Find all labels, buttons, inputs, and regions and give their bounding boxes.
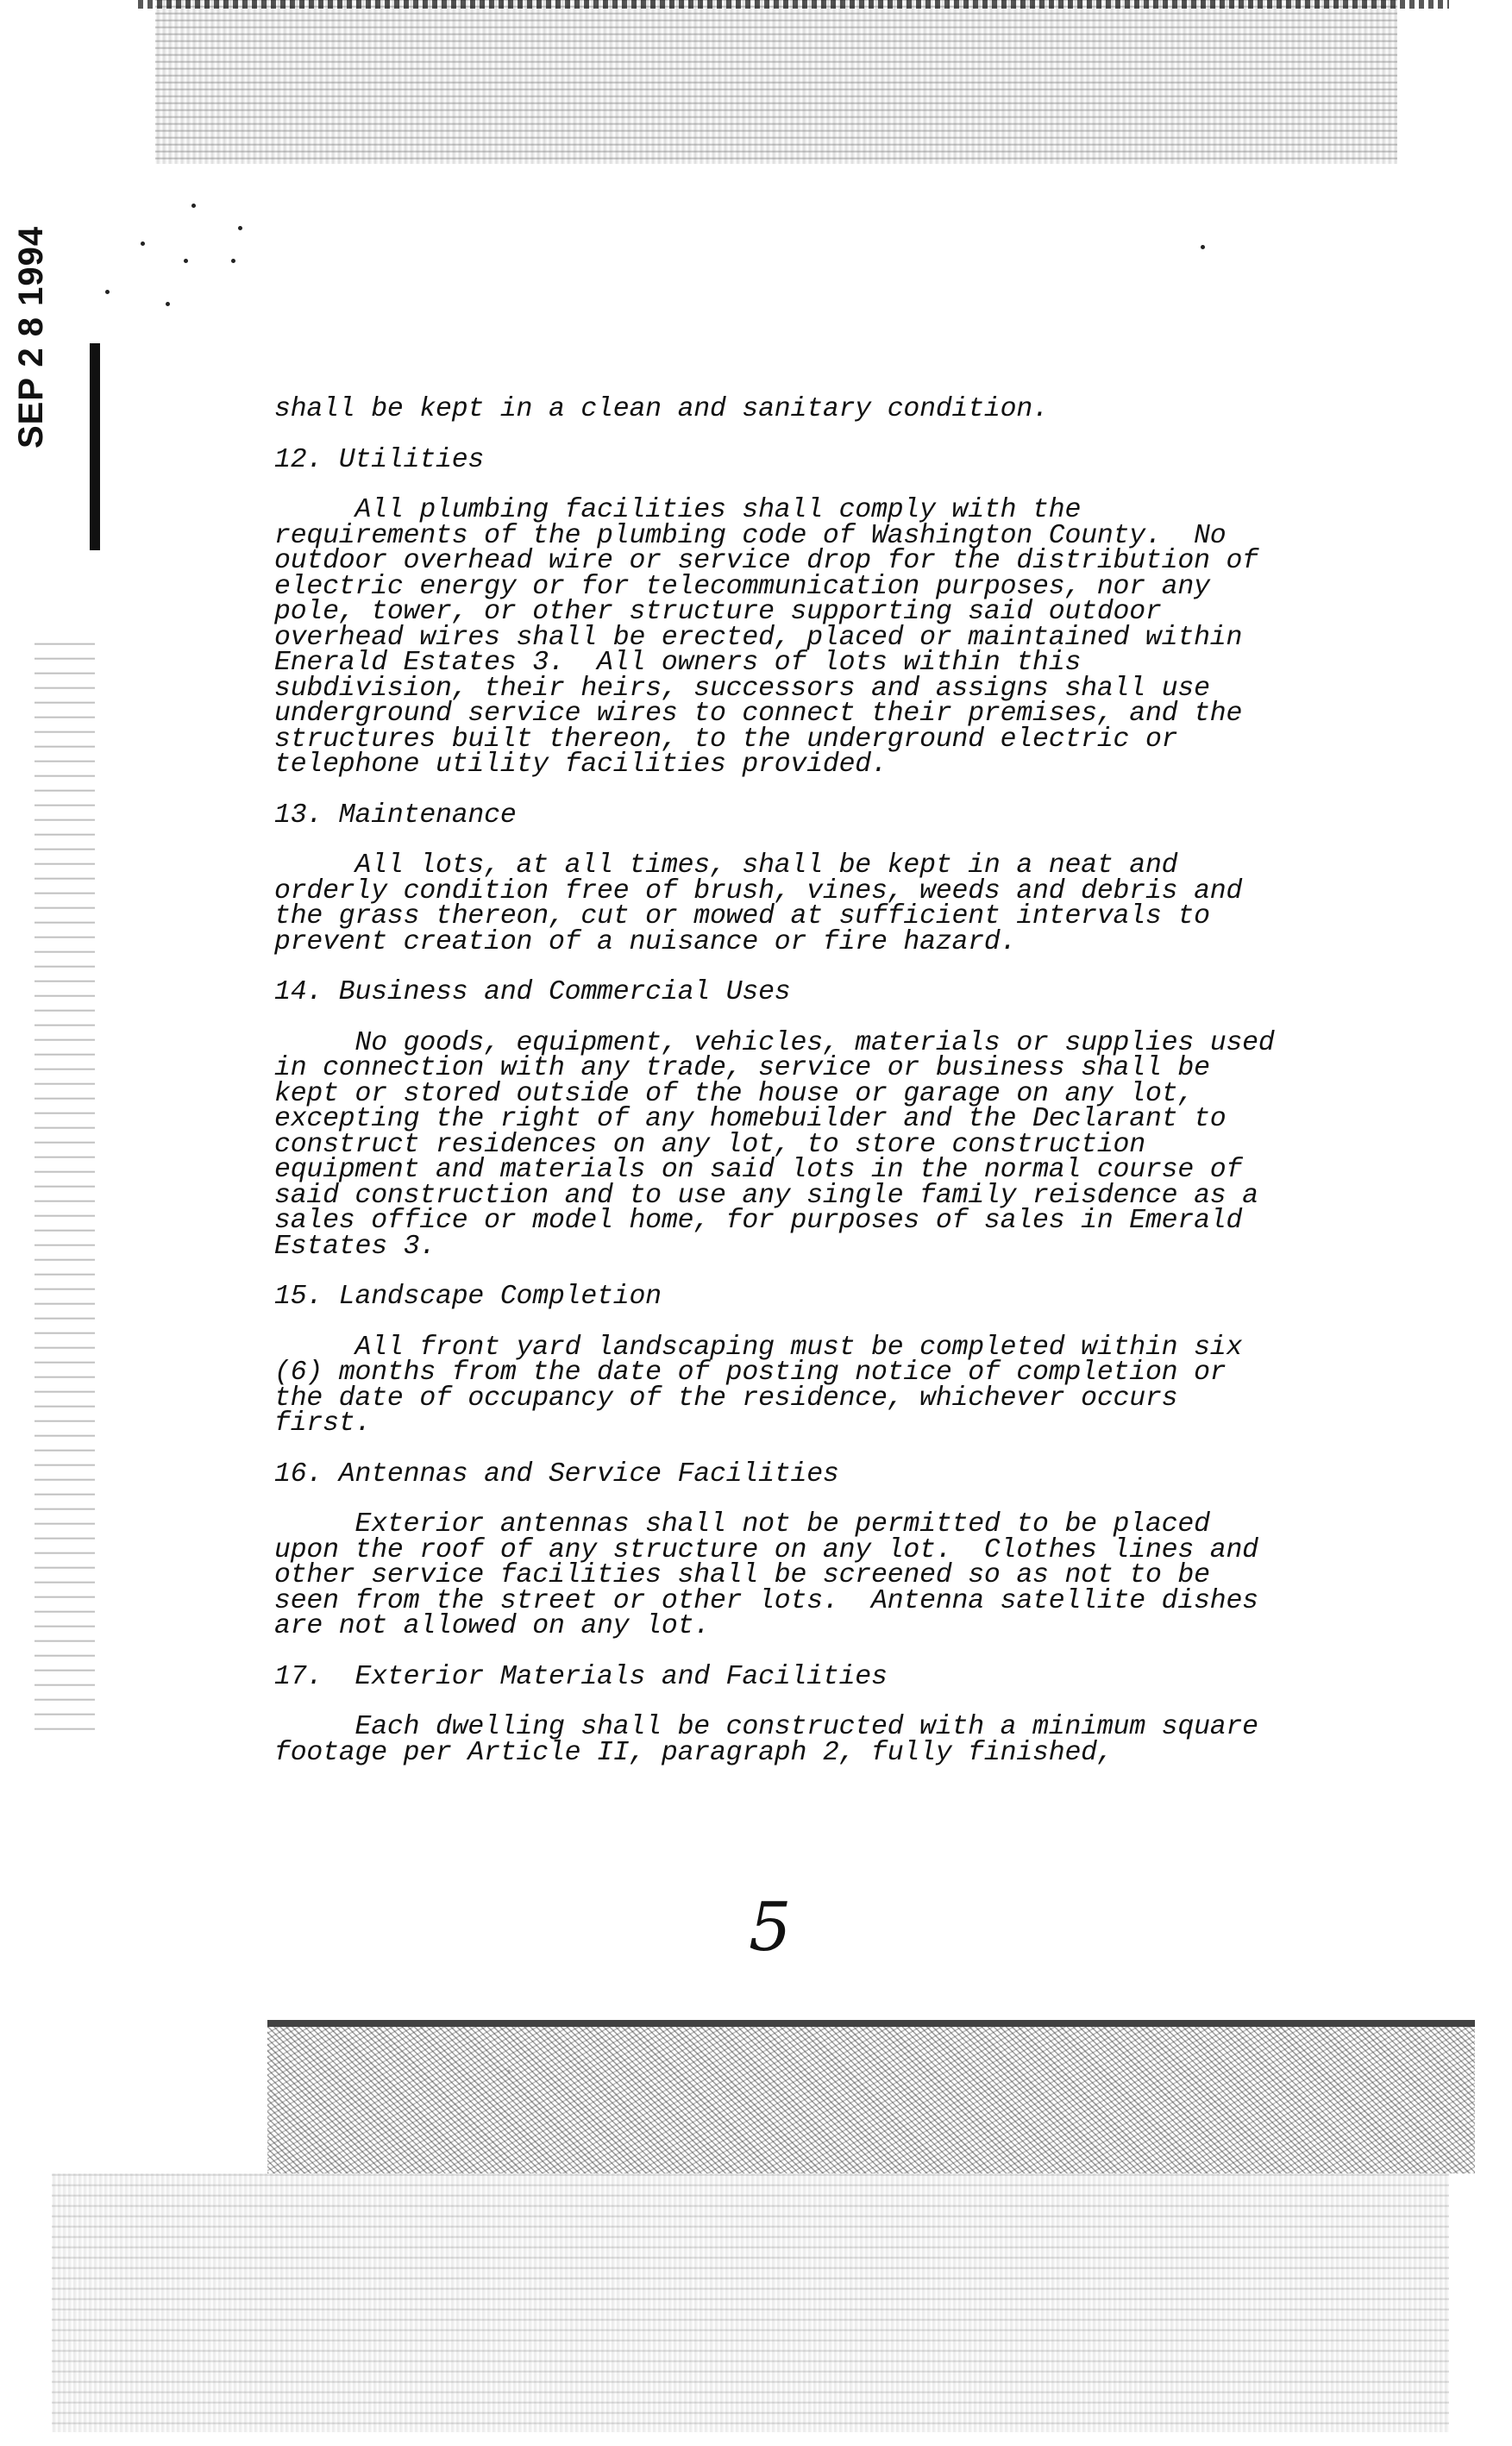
body-line: are not allowed on any lot. xyxy=(274,1611,710,1641)
body-line: Each dwelling shall be constructed with a minimum square xyxy=(274,1712,1258,1742)
scan-noise-bottom xyxy=(267,2020,1475,2173)
body-line: seen from the street or other lots. Antenna satellite dishes xyxy=(274,1585,1258,1616)
body-line: (6) months from the date of posting notice of completion or xyxy=(274,1358,1227,1388)
body-line: equipment and materials on said lots in the normal course of xyxy=(274,1155,1243,1185)
body-line: requirements of the plumbing code of Washington County. No xyxy=(274,520,1227,551)
section-heading: 14. Business and Commercial Uses xyxy=(274,977,791,1007)
document-body xyxy=(274,394,1361,1768)
section-heading: 16. Antennas and Service Facilities xyxy=(274,1458,839,1490)
body-line: excepting the right of any homebuilder and the Declarant to xyxy=(274,1104,1227,1134)
body-line: electric energy or for telecommunication purposes, nor any xyxy=(274,571,1210,602)
body-line: said construction and to use any single family reisdence as a xyxy=(274,1180,1258,1211)
section-maintenance xyxy=(274,800,1361,957)
section-heading: 12. Utilities xyxy=(274,444,485,475)
body-line: prevent creation of a nuisance or fire hazard. xyxy=(274,926,1017,957)
received-date-stamp: SEP 2 8 1994 xyxy=(12,225,50,448)
body-line: pole, tower, or other structure supporting said outdoor xyxy=(274,597,1162,627)
section-business-uses xyxy=(274,977,1361,1262)
body-line: first. xyxy=(274,1408,372,1439)
section-exterior-materials xyxy=(274,1661,1361,1768)
section-heading: 13. Maintenance xyxy=(274,800,517,831)
section-antennas xyxy=(274,1458,1361,1641)
page-number: 5 xyxy=(749,1889,792,1966)
body-line: construct residences on any lot, to store construction xyxy=(274,1129,1145,1160)
body-line: All plumbing facilities shall comply with the xyxy=(274,495,1082,525)
section-heading: 17. Exterior Materials and Facilities xyxy=(274,1661,888,1692)
scan-margin-marks xyxy=(35,638,95,1742)
body-line: upon the roof of any structure on any lot. Clothes lines and xyxy=(274,1534,1258,1565)
body-line: No goods, equipment, vehicles, materials or supplies used xyxy=(274,1027,1275,1058)
body-line: orderly condition free of brush, vines, weeds and debris and xyxy=(274,875,1243,906)
body-line: outdoor overhead wire or service drop for the distribution of xyxy=(274,546,1258,576)
body-line: All lots, at all times, shall be kept in a neat and xyxy=(274,850,1178,881)
scan-noise-bottom-band xyxy=(52,2173,1449,2432)
body-line: Enerald Estates 3. All owners of lots within this xyxy=(274,648,1082,678)
margin-bar xyxy=(90,343,100,550)
section-utilities xyxy=(274,444,1361,780)
body-line: sales office or model home, for purposes of sales in Emerald xyxy=(274,1206,1243,1236)
body-line: overhead wires shall be erected, placed or maintained within xyxy=(274,622,1243,653)
lead-line: shall be kept in a clean and sanitary condition. xyxy=(274,394,1049,424)
body-line: telephone utility facilities provided. xyxy=(274,749,888,780)
body-line: All front yard landscaping must be completed within six xyxy=(274,1332,1243,1363)
body-line: structures built thereon, to the underground electric or xyxy=(274,724,1178,755)
scan-noise-top xyxy=(155,0,1397,164)
body-line: kept or stored outside of the house or garage on any lot, xyxy=(274,1078,1195,1109)
body-line: Estates 3. xyxy=(274,1231,436,1262)
body-line: the date of occupancy of the residence, whichever occurs xyxy=(274,1383,1178,1414)
body-line: in connection with any trade, service or business shall be xyxy=(274,1053,1210,1083)
body-line: subdivision, their heirs, successors and assigns shall use xyxy=(274,673,1210,704)
body-line: other service facilities shall be screened so as not to be xyxy=(274,1560,1210,1590)
body-line: footage per Article II, paragraph 2, fully finished, xyxy=(274,1737,1114,1768)
body-line: the grass thereon, cut or mowed at sufficient intervals to xyxy=(274,901,1210,931)
body-line: Exterior antennas shall not be permitted to be placed xyxy=(274,1509,1210,1540)
section-landscape-completion xyxy=(274,1284,1361,1437)
body-line: underground service wires to connect their premises, and the xyxy=(274,699,1243,729)
section-heading: 15. Landscape Completion xyxy=(274,1282,662,1312)
